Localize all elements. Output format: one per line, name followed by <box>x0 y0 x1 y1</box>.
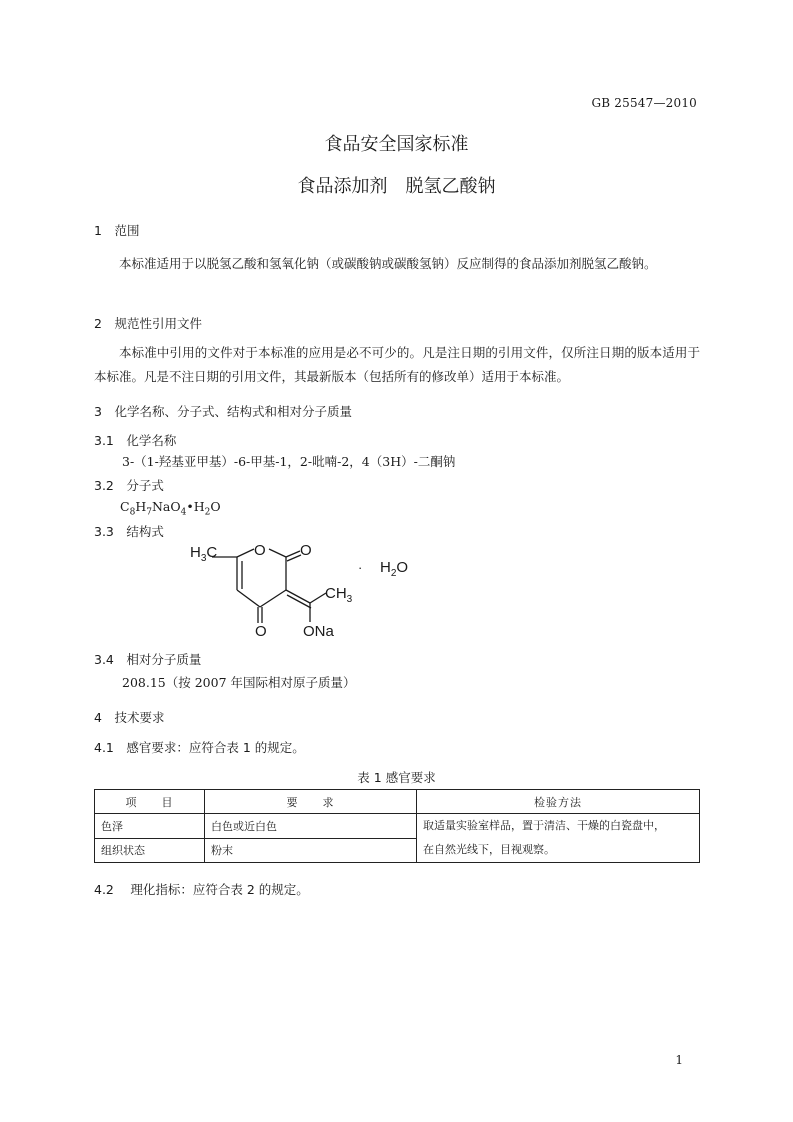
sodium-oxide-label: ONa <box>303 623 334 640</box>
table-header-method: 检验方法 <box>417 790 700 814</box>
section-3-3-heading: 3.3 结构式 <box>94 524 164 539</box>
molecular-formula: $C_8H_7NaO_4•H_2O$ <box>120 499 221 518</box>
table-header-item: 项 目 <box>95 790 205 814</box>
table-row <box>95 814 700 839</box>
table-header-requirement: 要 求 <box>205 790 417 814</box>
page-number: 1 <box>675 1053 683 1067</box>
page-title: 食品安全国家标准 <box>324 134 469 155</box>
section-2-text: 本标准中引用的文件对于本标准的应用是必不可少的。凡是注日期的引用文件，仅所注日期的版本适用于本标准。凡是不注日期的引用文件，其最新版本（包括所有的修改单）适用于本标准。 <box>94 345 700 384</box>
section-1-text: 本标准适用于以脱氢乙酸和氢氧化钠（或碳酸钠或碳酸氢钠）反应制得的食品添加剂脱氢乙酸钠。 <box>119 256 657 271</box>
section-4-2-heading: 4.2 理化指标：应符合表 2 的规定。 <box>94 882 309 897</box>
section-4-heading: 4 技术要求 <box>94 710 165 725</box>
ring-oxygen-label: O <box>254 542 266 559</box>
section-3-heading: 3 化学名称、分子式、结构式和相对分子质量 <box>94 404 352 419</box>
chemical-name: 3-（1-羟基亚甲基）-6-甲基-1，2-吡喃-2，4（3H）-二酮钠 <box>122 454 456 469</box>
carbonyl-oxygen-bottom-label: O <box>255 623 267 640</box>
table-cell-requirement: 白色或近白色 <box>205 814 417 839</box>
molecular-mass: 208.15（按 2007 年国际相对原子质量） <box>122 675 356 690</box>
molecule-bonds <box>212 549 326 623</box>
carbonyl-oxygen-top-label: O <box>300 542 312 559</box>
section-3-4-heading: 3.4 相对分子质量 <box>94 652 202 667</box>
section-4-1-heading: 4.1 感官要求：应符合表 1 的规定。 <box>94 740 305 755</box>
standard-code: GB 25547—2010 <box>591 96 697 110</box>
hydrate-dot: · <box>358 560 363 575</box>
sensory-requirements-table <box>94 789 700 863</box>
table-cell-item: 色泽 <box>95 814 205 839</box>
water-label: $H_2O$ <box>380 559 409 579</box>
table-cell-requirement: 粉末 <box>205 838 417 863</box>
page-subtitle: 食品添加剂 脱氢乙酸钠 <box>297 176 496 197</box>
table-1-caption: 表 1 感官要求 <box>357 770 436 785</box>
section-1-heading: 1 范围 <box>94 223 140 238</box>
section-3-2-heading: 3.2 分子式 <box>94 478 164 493</box>
table-cell-method: 取适量实验室样品，置于清洁、干燥的白瓷盘中， 在自然光线下，目视观察。 <box>417 814 700 863</box>
methyl-right-label: $CH_3$ <box>325 585 353 605</box>
section-3-1-heading: 3.1 化学名称 <box>94 433 177 448</box>
table-cell-item: 组织状态 <box>95 838 205 863</box>
methyl-left-label: $H_3C$ <box>190 544 218 564</box>
section-2-heading: 2 规范性引用文件 <box>94 316 202 331</box>
